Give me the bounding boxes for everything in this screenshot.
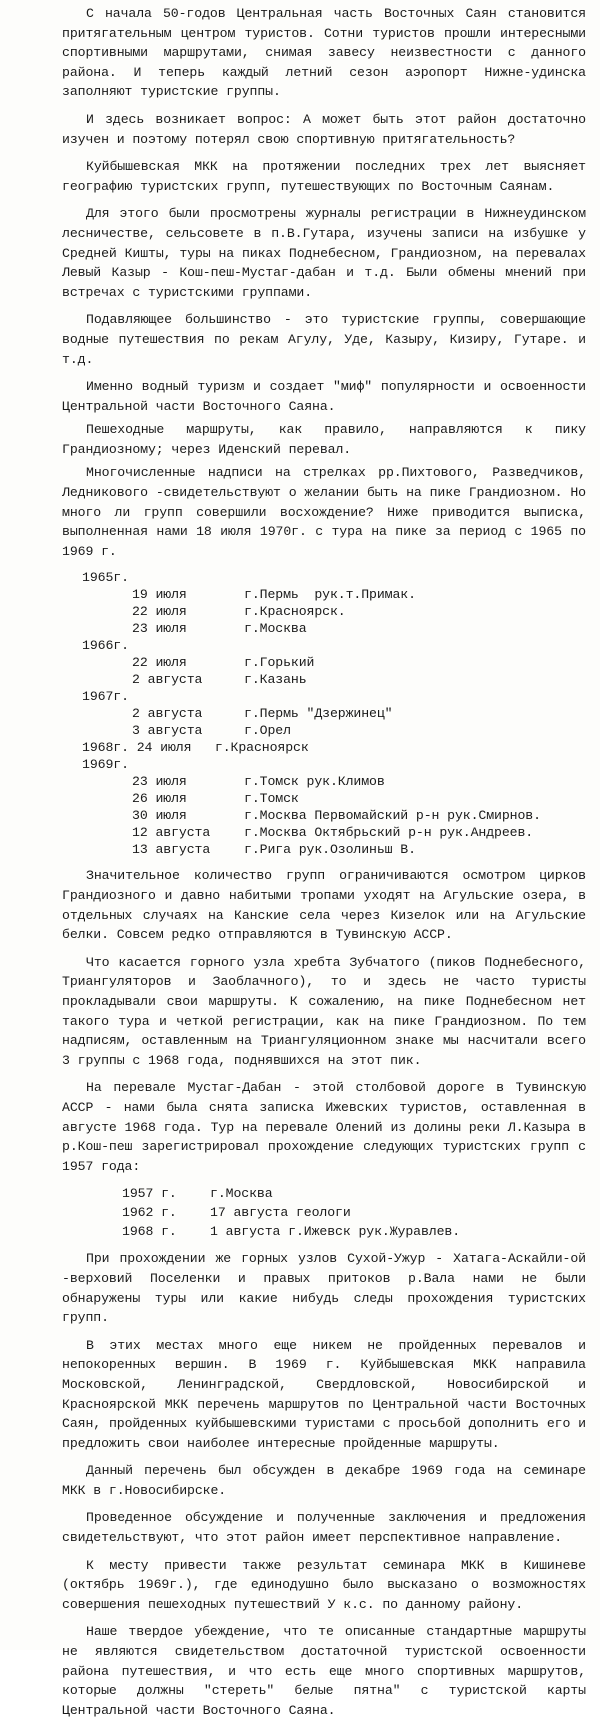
paragraph-intro: С начала 50-годов Центральная часть Восточных Саян становится притягательным центром туристов. Сотни туристов прошли интересными спортивными маршрутами, снимая завесу неизвестности с данного района. И теперь каждый летний сезон аэропорт Нижне-удинска заполняют туристские группы.	[62, 6, 586, 100]
register-entry: 23 июля г.Томск рук.Климов	[132, 774, 385, 790]
register-year: 1969г.	[82, 757, 129, 773]
paragraph-cirques: Значительное количество групп ограничиваются осмотром цирков Грандиозного и давно набитыми тропами уходят на Агульские озера, в отдельных случаях на Канские села через Кизелок или на Агульские белки. Совсем редко отправляются в Тувинскую АССР.	[62, 868, 586, 943]
pass-register-list	[62, 1184, 586, 1241]
paragraph-registration: Для этого были просмотрены журналы регистрации в Нижнеудинском лесничестве, сельсовете в п.В.Гутара, изучены записи на избушке у Средней Кишты, туры на пиках Поднебесном, Грандиозном, на перевалах Левый Казыр - Кош-пеш-Мустаг-дабан и т.д. Были обмены мнений при встречах с туристскими группами.	[62, 206, 586, 300]
summit-register-list	[62, 569, 586, 858]
register-entry: 22 июля г.Горький	[132, 655, 315, 671]
pass-entry: 1968 г. 1 августа г.Ижевск рук.Журавлев.	[122, 1224, 461, 1240]
paragraph-geography: Куйбышевская МКК на протяжении последних трех лет выясняет географию туристских групп, путешествующих по Восточным Саянам.	[62, 159, 586, 194]
paragraph-untraveled: В этих местах много еще никем не пройденных перевалов и непокоренных вершин. В 1969 г. Куйбышевская МКК направила Московской, Ленинградской, Свердловской, Новосибирской и Красноярской МКК перечень маршрутов по Центральной части Восточных Саян, пройденных куйбышевскими туристами с просьбой дополнить его и предложить свои наиболее интересные пройденные маршруты.	[62, 1337, 586, 1451]
pass-entry: 1957 г. г.Москва	[122, 1186, 273, 1202]
paragraph-final-conviction: Наше твердое убеждение, что те описанные стандартные маршруты не являются свидетельством достаточной туристской освоенности района путешествия, и что есть еще много спортивных маршрутов, которые должны "стереть" белые пятна" с туристской карты Центральной части Восточного Саяна.	[62, 1624, 586, 1718]
paragraph-hiking-routes: Пешеходные маршруты, как правило, направляются к пику Грандиозному; через Иденский перевал.	[62, 422, 586, 457]
paragraph-mountain-nodes: При прохождении же горных узлов Сухой-Ужур - Хатага-Аскайли-ой -верховий Поселенки и правых притоков р.Вала нами не были обнаружены туры или какие нибудь следы прохождения туристских групп.	[62, 1251, 586, 1326]
register-entry: 12 августа г.Москва Октябрьский р-н рук.Андреев.	[132, 825, 534, 841]
paragraph-seminar-kishinev: К месту привести также результат семинара МКК в Кишиневе (октябрь 1969г.), где единодушно было высказано о возможностях совершения пешеходных путешествий У к.с. по данному району.	[62, 1557, 586, 1612]
register-entry: 2 августа г.Пермь "Дзержинец"	[132, 706, 393, 722]
paragraph-mustag-pass: На перевале Мустаг-Дабан - этой столбовой дороге в Тувинскую АССР - нами была снята записка Ижевских туристов, оставленная в августе 1968 года. Тур на перевале Олений из долины реки Л.Казыра в р.Кош-пеш зарегистрировал прохождение следующих туристских групп с 1957 года:	[62, 1080, 586, 1174]
register-entry: 30 июля г.Москва Первомайский р-н рук.Смирнов.	[132, 808, 541, 824]
pass-entry: 1962 г. 17 августа геологи	[122, 1205, 351, 1221]
register-entry: 26 июля г.Томск	[132, 791, 299, 807]
register-entry: 19 июля г.Пермь рук.т.Примак.	[132, 587, 416, 603]
register-year: 1968г. 24 июля г.Красноярск	[82, 740, 309, 756]
paragraph-majority: Подавляющее большинство - это туристские группы, совершающие водные путешествия по рекам Агулу, Уде, Казыру, Кизиру, Гутаре. и т.д.	[62, 312, 586, 367]
register-entry: 22 июля г.Красноярск.	[132, 604, 346, 620]
register-year: 1967г.	[82, 689, 129, 705]
paragraph-conclusions: Проведенное обсуждение и полученные заключения и предложения свидетельствуют, что этот район имеет перспективное направление.	[62, 1510, 586, 1546]
paragraph-question: И здесь возникает вопрос: А может быть этот район достаточно изучен и поэтому потерял свою спортивную притягательность?	[62, 111, 586, 147]
register-entry: 23 июля г.Москва	[132, 621, 307, 637]
paragraph-seminar-novosibirsk: Данный перечень был обсужден в декабре 1969 года на семинаре МКК в г.Новосибирске.	[62, 1463, 586, 1498]
register-entry: 13 августа г.Рига рук.Озолиньш В.	[132, 842, 416, 858]
register-entry: 2 августа г.Казань	[132, 672, 307, 688]
register-entry: 3 августа г.Орел	[132, 723, 291, 739]
register-year: 1965г.	[82, 570, 129, 586]
paragraph-inscriptions: Многочисленные надписи на стрелках рр.Пихтового, Разведчиков, Ледникового -свидетельствуют о желании быть на пике Грандиозном. Но много ли групп совершили восхождение? Ниже приводится выписка, выполненная нами 18 июля 1970г. с тура на пике за период с 1965 по 1969 г.	[62, 465, 586, 559]
paragraph-water-tourism: Именно водный туризм и создает "миф" популярности и освоенности Центральной части Восточного Саяна.	[62, 379, 586, 414]
paragraph-zubchaty-ridge: Что касается горного узла хребта Зубчатого (пиков Поднебесного, Триангуляторов и Заоблачного), то и здесь не часто туристы прокладывали свои маршруты. К сожалению, на пике Поднебесном нет такого тура и четкой регистрации, как на пике Грандиозном. По тем надписям, оставленным на Триангуляционном знаке мы насчитали всего 3 группы с 1968 года, поднявшихся на этот пик.	[62, 954, 586, 1068]
register-year: 1966г.	[82, 638, 129, 654]
